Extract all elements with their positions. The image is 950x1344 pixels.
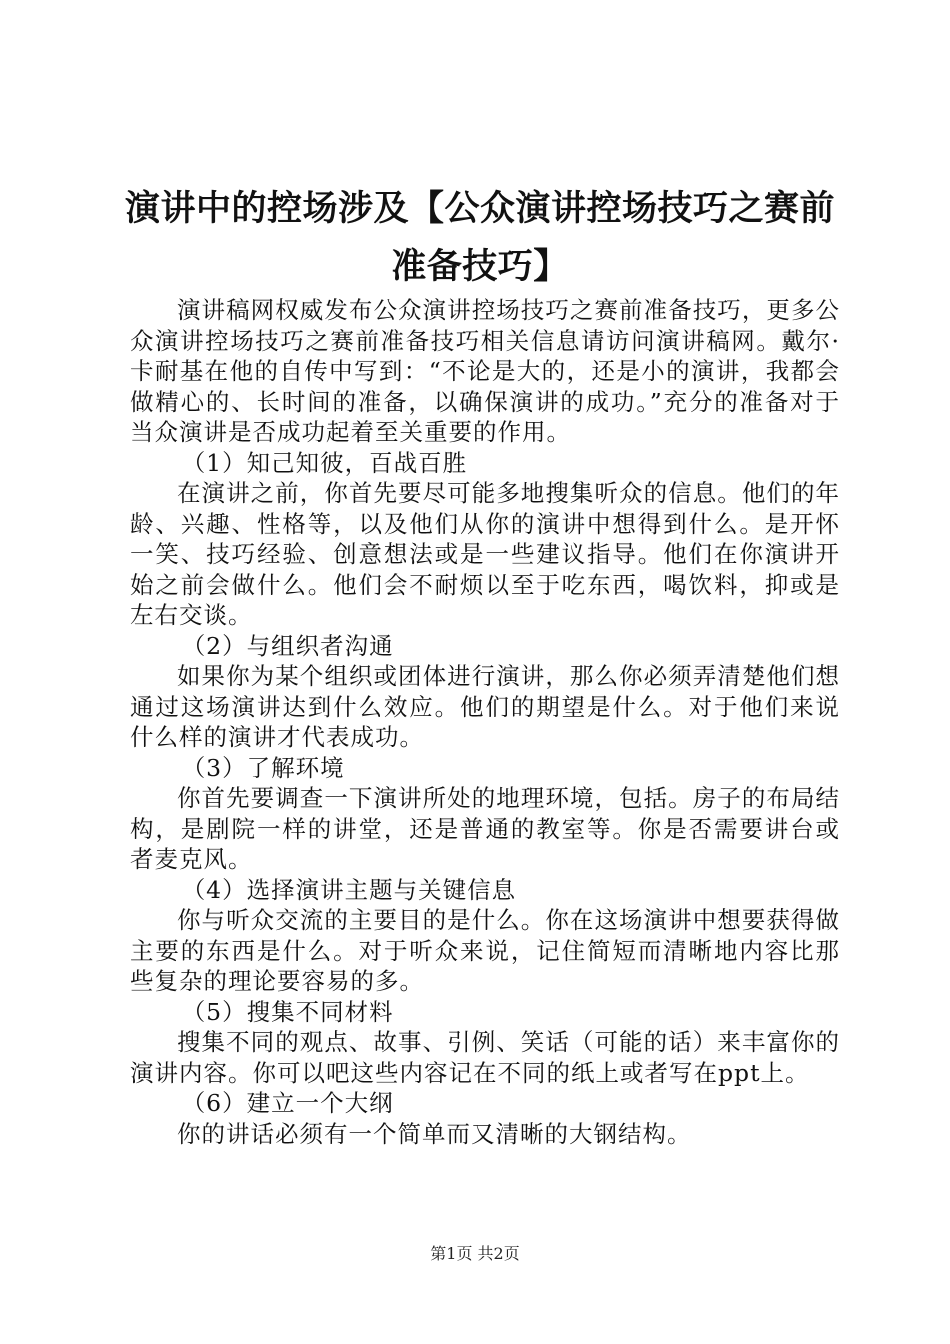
section-heading-4: （4）选择演讲主题与关键信息 <box>181 875 517 904</box>
section-heading-1: （1）知己知彼，百战百胜 <box>181 448 468 477</box>
paragraph-2: 如果你为某个组织或团体进行演讲，那么你必须弄清楚他们想通过这场演讲达到什么效应。他们的期望是什么。对于他们来说什么样的演讲才代表成功。 <box>130 662 840 751</box>
section-heading-6: （6）建立一个大纲 <box>181 1089 394 1117</box>
paragraph-3: 你首先要调查一下演讲所处的地理环境，包括。房子的布局结构，是剧院一样的讲堂，还是普通的教室等。你是否需要讲台或者麦克风。 <box>130 784 840 873</box>
section-heading-5: （5）搜集不同材料 <box>181 997 394 1026</box>
paragraph-5: 搜集不同的观点、故事、引例、笑话（可能的话）来丰富你的演讲内容。你可以吧这些内容记在不同的纸上或者写在ppt上。 <box>130 1028 840 1087</box>
paragraph-1: 在演讲之前，你首先要尽可能多地搜集听众的信息。他们的年龄、兴趣、性格等，以及他们从你的演讲中想得到什么。是开怀一笑、技巧经验、创意想法或是一些建议指导。他们在你演讲开始之前会做什么。他们会不耐烦以至于吃东西，喝饮料，抑或是左右交谈。 <box>130 479 840 629</box>
section-heading-3: （3）了解环境 <box>181 753 345 782</box>
document-body <box>130 295 840 1149</box>
document-title: 演讲中的控场涉及【公众演讲控场技巧之赛前准备技巧】 <box>124 188 835 287</box>
section-heading-2: （2）与组织者沟通 <box>181 631 394 660</box>
paragraph-6: 你的讲话必须有一个简单而又清晰的大钢结构。 <box>177 1119 692 1148</box>
paragraph-4: 你与听众交流的主要目的是什么。你在这场演讲中想要获得做主要的东西是什么。对于听众来说，记住简短而清晰地内容比那些复杂的理论要容易的多。 <box>130 906 840 995</box>
page-footer: 第1页 共2页 <box>430 1244 520 1263</box>
paragraph-intro: 演讲稿网权威发布公众演讲控场技巧之赛前准备技巧，更多公众演讲控场技巧之赛前准备技巧相关信息请访问演讲稿网。戴尔·卡耐基在他的自传中写到：“不论是大的，还是小的演讲，我都会做精心的、长时间的准备，以确保演讲的成功。”充分的准备对于当众演讲是否成功起着至关重要的作用。 <box>130 296 840 446</box>
